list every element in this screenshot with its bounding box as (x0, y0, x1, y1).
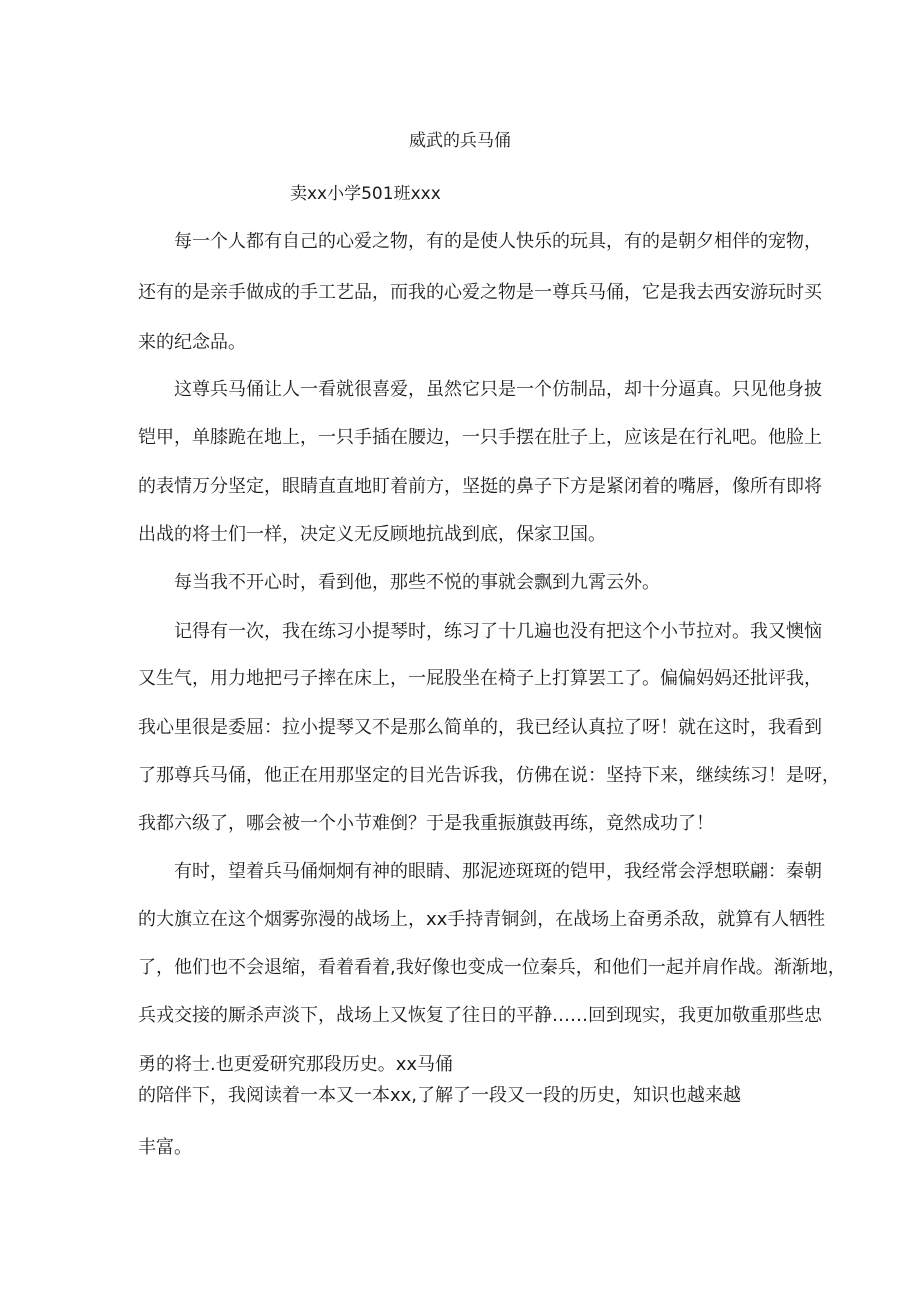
paragraph-2-line-3: 的表情万分坚定，眼睛直直地盯着前方，坚挺的鼻子下方是紧闭着的嘴唇，像所有即将 (138, 476, 822, 497)
document-title: 威武的兵马俑 (409, 131, 511, 151)
paragraph-5-line-5: 勇的将士.也更爱研究那段历史。xx马俑 (138, 1054, 454, 1075)
author-line: 卖xx小学501班xxx (290, 184, 441, 204)
paragraph-2-line-1: 这尊兵马俑让人一看就很喜爱，虽然它只是一个仿制品，却十分逼真。只见他身披 (174, 379, 822, 400)
paragraph-5-line-7: 丰富。 (138, 1137, 192, 1158)
paragraph-5-line-2: 的大旗立在这个烟雾弥漫的战场上，xx手持青铜剑，在战场上奋勇杀敌，就算有人牺牲 (138, 909, 826, 930)
paragraph-2-line-2: 铠甲，单膝跪在地上，一只手插在腰边，一只手摆在肚子上，应该是在行礼吧。他脸上 (138, 427, 822, 448)
paragraph-2-line-4: 出战的将士们一样，决定义无反顾地抗战到底，保家卫国。 (138, 524, 606, 545)
paragraph-4-line-4: 了那尊兵马俑，他正在用那坚定的目光告诉我，仿佛在说：坚持下来，继续练习！是呀， (138, 765, 840, 786)
paragraph-4-line-3: 我心里很是委屈：拉小提琴又不是那么简单的，我已经认真拉了呀！就在这时，我看到 (138, 717, 822, 738)
paragraph-5-line-1: 有时，望着兵马俑炯炯有神的眼睛、那泥迹斑斑的铠甲，我经常会浮想联翩：秦朝 (174, 861, 822, 882)
paragraph-1-line-3: 来的纪念品。 (138, 332, 246, 353)
paragraph-1-line-2: 还有的是亲手做成的手工艺品，而我的心爱之物是一尊兵马俑，它是我去西安游玩时买 (138, 282, 822, 303)
paragraph-3-line-1: 每当我不开心时，看到他，那些不悦的事就会飘到九霄云外。 (174, 572, 660, 593)
paragraph-4-line-2: 又生气，用力地把弓子摔在床上，一屁股坐在椅子上打算罢工了。偏偏妈妈还批评我， (138, 668, 822, 689)
paragraph-5-line-3: 了，他们也不会退缩，看着看着,我好像也变成一位秦兵，和他们一起并肩作战。渐渐地， (138, 957, 846, 978)
paragraph-5-line-4: 兵戎交接的厮杀声淡下，战场上又恢复了往日的平静……回到现实，我更加敬重那些忠 (138, 1005, 822, 1026)
paragraph-4-line-5: 我都六级了，哪会被一个小节难倒？于是我重振旗鼓再练，竟然成功了！ (138, 813, 714, 834)
paragraph-1-line-1: 每一个人都有自己的心爱之物，有的是使人快乐的玩具，有的是朝夕相伴的宠物， (174, 231, 822, 252)
paragraph-5-line-6: 的陪伴下，我阅读着一本又一本xx,了解了一段又一段的历史，知识也越来越 (138, 1085, 742, 1106)
paragraph-4-line-1: 记得有一次，我在练习小提琴时，练习了十几遍也没有把这个小节拉对。我又懊恼 (174, 621, 822, 642)
